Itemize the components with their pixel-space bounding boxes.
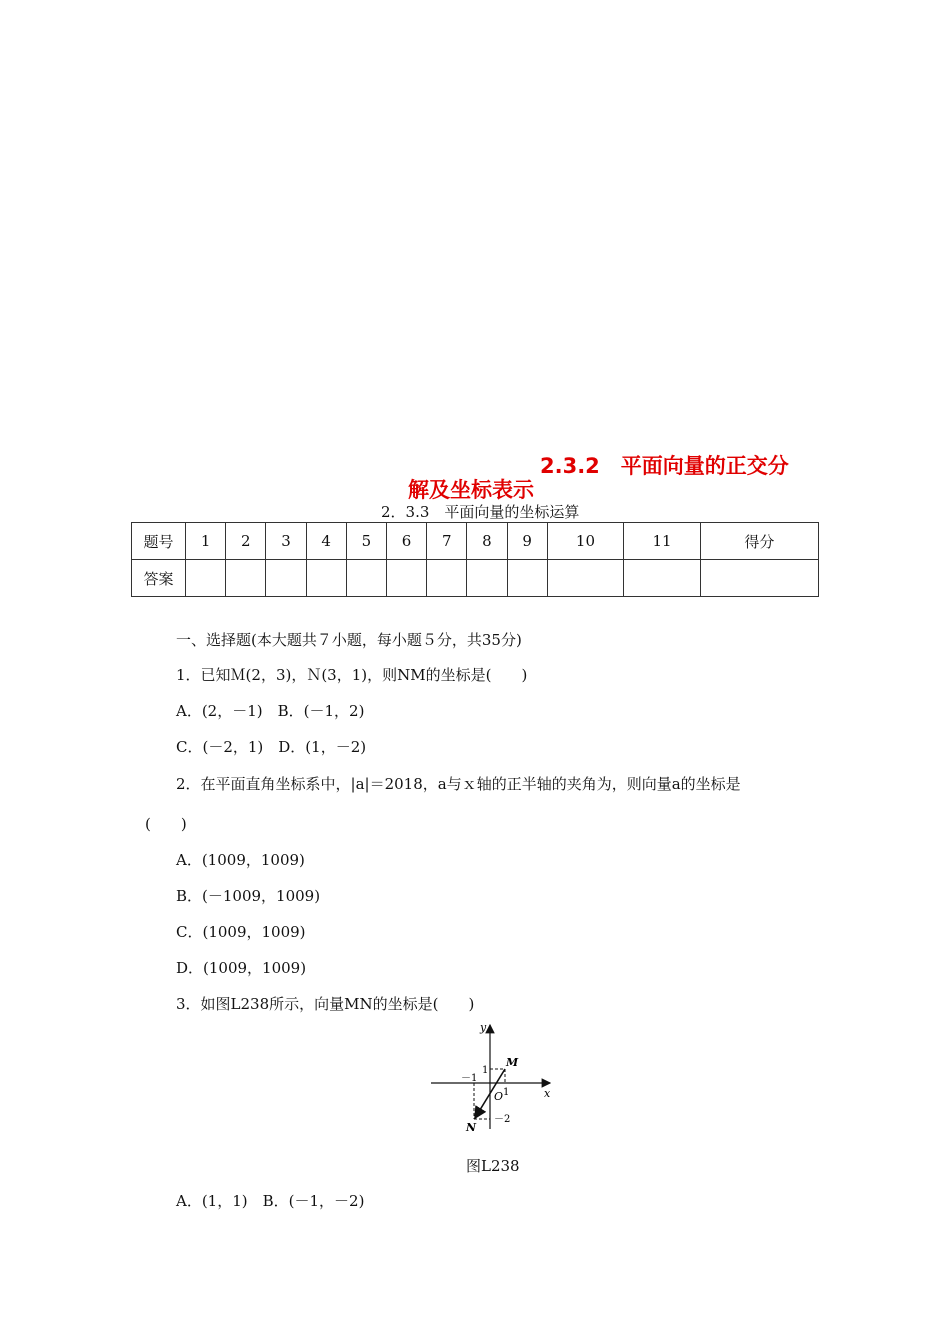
- origin-label: O: [494, 1090, 504, 1103]
- answer-cell[interactable]: [306, 560, 346, 597]
- table-header-cell: 4: [306, 523, 346, 560]
- question-1-options-ab: A．(2，－1) B．(－1，2): [176, 702, 365, 720]
- answer-cell[interactable]: [186, 560, 226, 597]
- answer-cell[interactable]: [624, 560, 701, 597]
- answer-cell[interactable]: [386, 560, 426, 597]
- question-2-stem: 2．在平面直角坐标系中，|a|＝2018，a与ｘ轴的正半轴的夹角为，则向量a的坐标是: [176, 775, 741, 793]
- score-cell[interactable]: [700, 560, 818, 597]
- point-m-label: M: [506, 1056, 519, 1069]
- answer-cell[interactable]: [427, 560, 467, 597]
- question-1-options-cd: C．(－2，1) D．(1，－2): [176, 738, 367, 756]
- tick-label-neg-one: －1: [461, 1073, 478, 1084]
- tick-label-y-one: 1: [482, 1065, 489, 1076]
- table-header-cell: 1: [186, 523, 226, 560]
- doc-title-line2: 解及坐标表示: [408, 478, 534, 502]
- tick-label-x-one: 1: [503, 1087, 510, 1098]
- answer-table: [131, 522, 819, 597]
- question-2-option-a: A．(1009，1009): [176, 851, 305, 869]
- figure-l238: [428, 1019, 558, 1139]
- table-header-cell: 2: [226, 523, 266, 560]
- table-header-cell: 题号: [132, 523, 186, 560]
- section-heading: 一、选择题(本大题共７小题，每小题５分，共35分): [176, 631, 522, 649]
- doc-subtitle: 2．3.3 平面向量的坐标运算: [381, 503, 580, 521]
- answer-table-header-row: [132, 523, 819, 560]
- table-header-cell: 10: [547, 523, 624, 560]
- table-header-cell: 3: [266, 523, 306, 560]
- table-header-cell: 5: [346, 523, 386, 560]
- tick-label-neg-two: －2: [494, 1114, 511, 1125]
- answer-cell[interactable]: [226, 560, 266, 597]
- answer-cell[interactable]: [346, 560, 386, 597]
- question-2-option-d: D．(1009，1009): [176, 959, 307, 977]
- table-header-cell: 7: [427, 523, 467, 560]
- vector-diagram: [428, 1019, 558, 1139]
- table-header-cell: 得分: [700, 523, 818, 560]
- table-header-cell: 9: [507, 523, 547, 560]
- question-2-stem-cont: ( ): [145, 815, 187, 833]
- table-row-label: 答案: [132, 560, 186, 597]
- answer-table-answer-row: [132, 560, 819, 597]
- question-3-stem: 3．如图L238所示，向量MN的坐标是( ): [176, 995, 475, 1013]
- answer-cell[interactable]: [266, 560, 306, 597]
- y-axis-label: y: [480, 1021, 487, 1034]
- question-3-options-ab: A．(1，1) B．(－1，－2): [176, 1192, 365, 1210]
- point-n-label: N: [466, 1121, 477, 1134]
- table-header-cell: 6: [386, 523, 426, 560]
- answer-cell[interactable]: [507, 560, 547, 597]
- figure-caption: 图L238: [466, 1157, 520, 1175]
- question-2-option-b: B．(－1009，1009): [176, 887, 321, 905]
- answer-cell[interactable]: [467, 560, 507, 597]
- table-header-cell: 8: [467, 523, 507, 560]
- doc-title-line1: 2.3.2 平面向量的正交分: [540, 454, 789, 478]
- x-axis-label: x: [544, 1087, 551, 1100]
- question-1-stem: 1．已知Ｍ(2，3)，Ｎ(3，1)，则NM的坐标是( ): [176, 666, 528, 684]
- answer-cell[interactable]: [547, 560, 624, 597]
- table-header-cell: 11: [624, 523, 701, 560]
- question-2-option-c: C．(1009，1009): [176, 923, 306, 941]
